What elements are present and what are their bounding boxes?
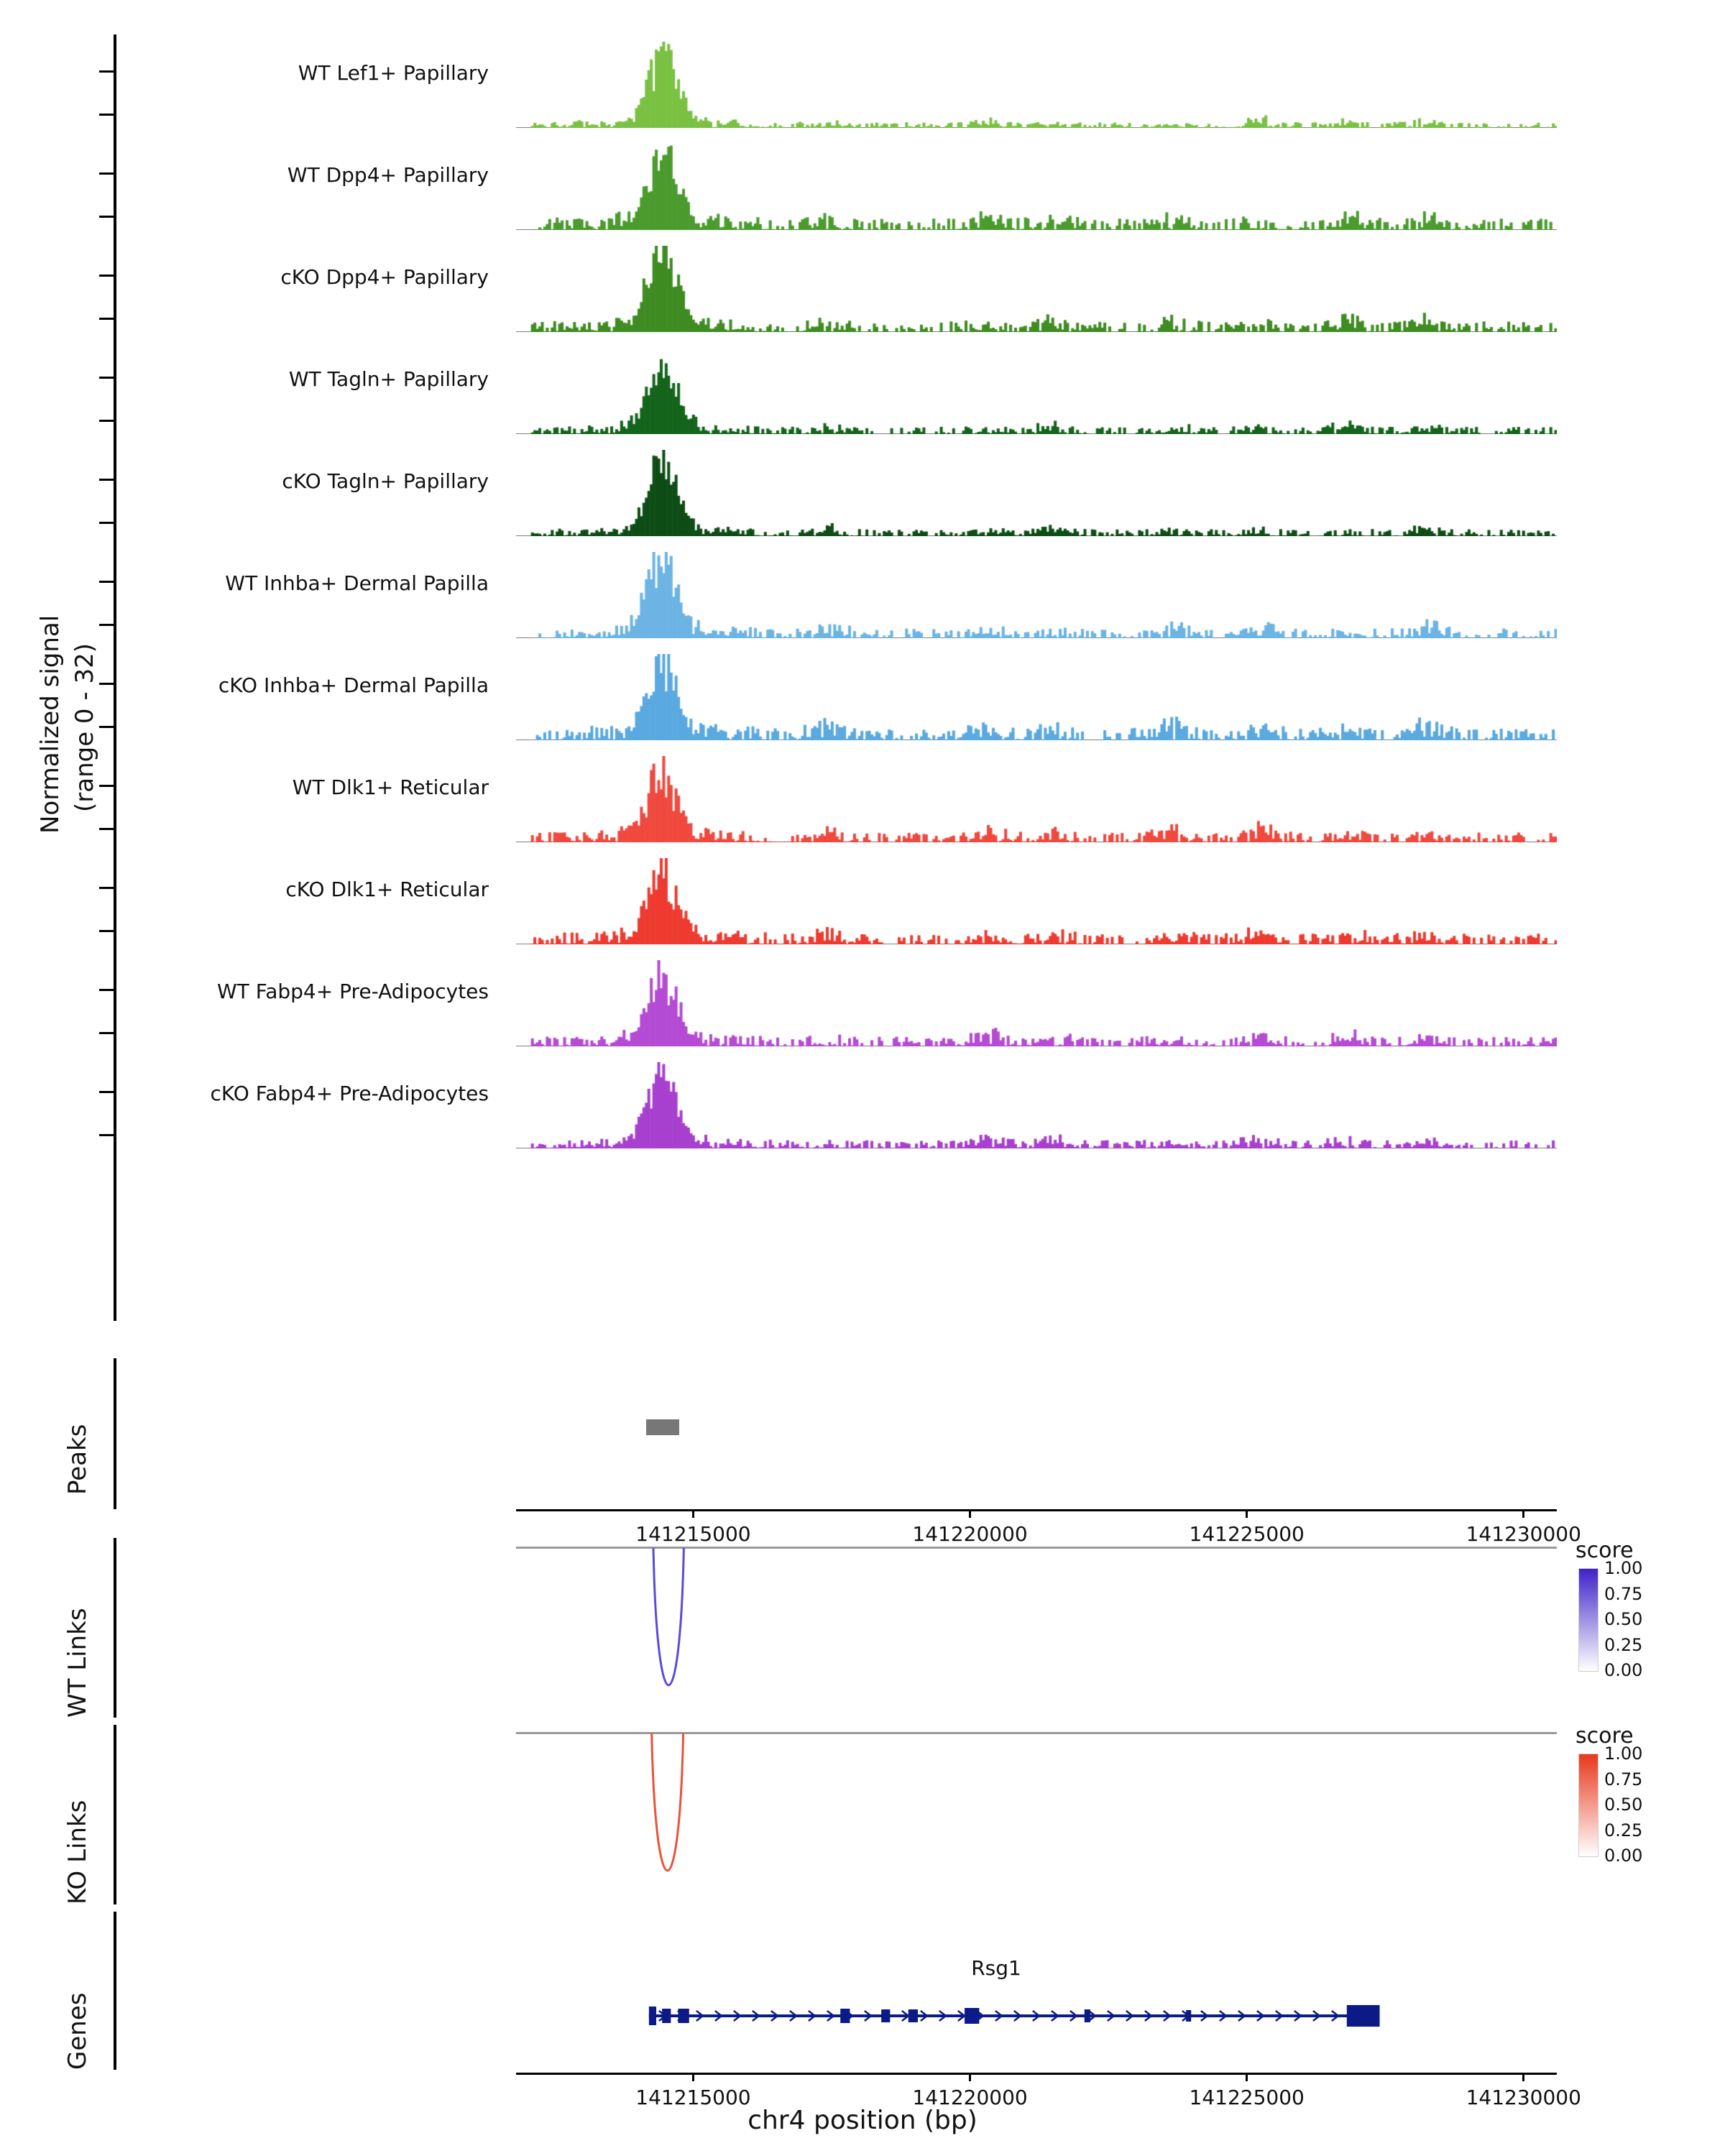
x-axis-tick: [1522, 2073, 1524, 2081]
track-label: cKO Tagln+ Papillary: [282, 469, 489, 493]
track-signal: [516, 42, 1557, 128]
gene-exon: [1186, 2010, 1191, 2022]
wt-links-legend-bar: [1578, 1568, 1598, 1672]
wt-links-axis-spine: [114, 1538, 116, 1718]
track-label: cKO Inhba+ Dermal Papilla: [218, 673, 489, 697]
x-axis-tick: [969, 2073, 971, 2081]
coverage-track: [516, 144, 1557, 230]
track-signal: [516, 960, 1557, 1046]
y-axis-tick: [99, 216, 116, 218]
coverage-track: [516, 756, 1557, 842]
peak-region-bar: [646, 1419, 679, 1435]
gene-name-label: Rsg1: [971, 1956, 1021, 1980]
legend-tick-label: 0.25: [1604, 1820, 1643, 1841]
y-axis-tick: [99, 1032, 116, 1034]
x-axis-tick-label: 141215000: [635, 2086, 751, 2109]
x-axis-tick-label: 141225000: [1189, 1522, 1305, 1546]
link-arc: [653, 1548, 684, 1685]
track-label: WT Fabp4+ Pre-Adipocytes: [217, 980, 489, 1003]
ko-links-legend-title: score: [1576, 1723, 1634, 1749]
track-signal: [516, 552, 1557, 638]
y-axis-tick: [99, 989, 116, 991]
coverage-track: [516, 654, 1557, 740]
y-axis-tick: [99, 683, 116, 685]
ko-links-axis-spine: [114, 1725, 116, 1904]
coverage-track: [516, 450, 1557, 536]
y-axis-tick: [99, 828, 116, 830]
gene-exon: [840, 2009, 850, 2023]
legend-tick-label: 0.50: [1604, 1795, 1643, 1815]
link-arc: [652, 1733, 684, 1871]
ko-links-arcs: [516, 1732, 1557, 1904]
x-axis-tick: [692, 2073, 694, 2081]
y-axis-tick: [99, 172, 116, 175]
track-label: WT Inhba+ Dermal Papilla: [225, 571, 489, 595]
y-axis-tick: [99, 70, 116, 73]
track-signal: [516, 756, 1557, 842]
gene-exon: [678, 2009, 689, 2023]
x-axis-title: chr4 position (bp): [748, 2106, 978, 2135]
x-axis-tick: [692, 1509, 694, 1518]
wt-links-legend-title: score: [1576, 1538, 1634, 1563]
y-axis-tick: [99, 479, 116, 481]
legend-tick-label: 0.50: [1604, 1609, 1643, 1629]
track-label: WT Tagln+ Papillary: [288, 367, 489, 391]
legend-tick-label: 0.75: [1604, 1769, 1643, 1789]
track-signal: [516, 348, 1557, 434]
legend-tick-label: 0.00: [1604, 1660, 1643, 1680]
x-axis-tick: [1246, 1509, 1248, 1518]
track-signal: [516, 144, 1557, 230]
track-signal: [516, 858, 1557, 944]
coverage-track: [516, 348, 1557, 434]
coverage-track: [516, 246, 1557, 332]
legend-tick-label: 1.00: [1604, 1743, 1643, 1764]
peaks-section-label: Peaks: [63, 1424, 92, 1495]
gene-model: [516, 1984, 1557, 2048]
track-signal: [516, 246, 1557, 332]
y-axis-tick: [99, 522, 116, 524]
legend-tick-label: 0.25: [1604, 1634, 1643, 1655]
y-axis-tick: [99, 930, 116, 932]
x-axis-lower-line: [516, 2073, 1557, 2075]
y-axis-tick: [99, 887, 116, 889]
gene-exon: [662, 2009, 671, 2023]
y-axis-label-line2: (range 0 - 32): [70, 643, 99, 812]
coverage-track: [516, 960, 1557, 1046]
y-axis-tick: [99, 1134, 116, 1136]
coverage-track: [516, 552, 1557, 638]
x-axis-tick-label: 141220000: [912, 2086, 1028, 2109]
x-axis-tick: [1246, 2073, 1248, 2081]
track-label: WT Lef1+ Papillary: [298, 61, 489, 85]
x-axis-tick-label: 141215000: [635, 1522, 751, 1546]
coverage-track: [516, 1062, 1557, 1148]
coverage-axis-spine: [114, 34, 116, 1321]
coverage-track: [516, 42, 1557, 128]
y-axis-tick: [99, 726, 116, 728]
genes-axis-spine: [114, 1912, 116, 2070]
y-axis-tick: [99, 420, 116, 422]
track-label: cKO Dlk1+ Reticular: [285, 877, 489, 901]
wt-links-arcs: [516, 1547, 1557, 1719]
gene-exon: [1085, 2009, 1090, 2022]
track-label: WT Dlk1+ Reticular: [292, 775, 489, 799]
gene-exon: [965, 2008, 979, 2024]
track-signal: [516, 654, 1557, 740]
track-label: cKO Dpp4+ Papillary: [280, 265, 489, 289]
ko-links-legend-bar: [1578, 1754, 1598, 1857]
x-axis-tick-label: 141220000: [912, 1522, 1028, 1546]
y-axis-tick: [99, 275, 116, 277]
peaks-axis-spine: [114, 1358, 116, 1509]
x-axis-tick: [1522, 1509, 1524, 1518]
track-signal: [516, 450, 1557, 536]
y-axis-tick: [99, 377, 116, 379]
gene-exon: [881, 2009, 890, 2022]
legend-tick-label: 1.00: [1604, 1558, 1643, 1578]
track-signal: [516, 1062, 1557, 1148]
y-axis-tick: [99, 318, 116, 320]
gene-exon: [649, 2007, 656, 2025]
gene-exon: [908, 2009, 918, 2022]
y-axis-tick: [99, 785, 116, 787]
gene-exon: [1347, 2005, 1380, 2027]
y-axis-tick: [99, 581, 116, 583]
wt-links-section-label: WT Links: [63, 1608, 92, 1718]
genes-section-label: Genes: [63, 1992, 92, 2070]
x-axis-tick-label: 141225000: [1189, 2086, 1305, 2109]
x-axis-tick: [969, 1509, 971, 1518]
legend-tick-label: 0.75: [1604, 1583, 1643, 1604]
legend-tick-label: 0.00: [1604, 1846, 1643, 1866]
y-axis-tick: [99, 624, 116, 626]
y-axis-tick: [99, 114, 116, 116]
y-axis-tick: [99, 1091, 116, 1093]
x-axis-upper-line: [516, 1509, 1557, 1511]
track-label: cKO Fabp4+ Pre-Adipocytes: [210, 1082, 489, 1105]
coverage-track: [516, 858, 1557, 944]
ko-links-section-label: KO Links: [63, 1800, 92, 1904]
y-axis-label-line1: Normalized signal: [36, 614, 65, 834]
track-label: WT Dpp4+ Papillary: [287, 163, 489, 187]
x-axis-tick-label: 141230000: [1466, 2086, 1581, 2109]
x-axis-tick-label: 141230000: [1466, 1522, 1581, 1546]
